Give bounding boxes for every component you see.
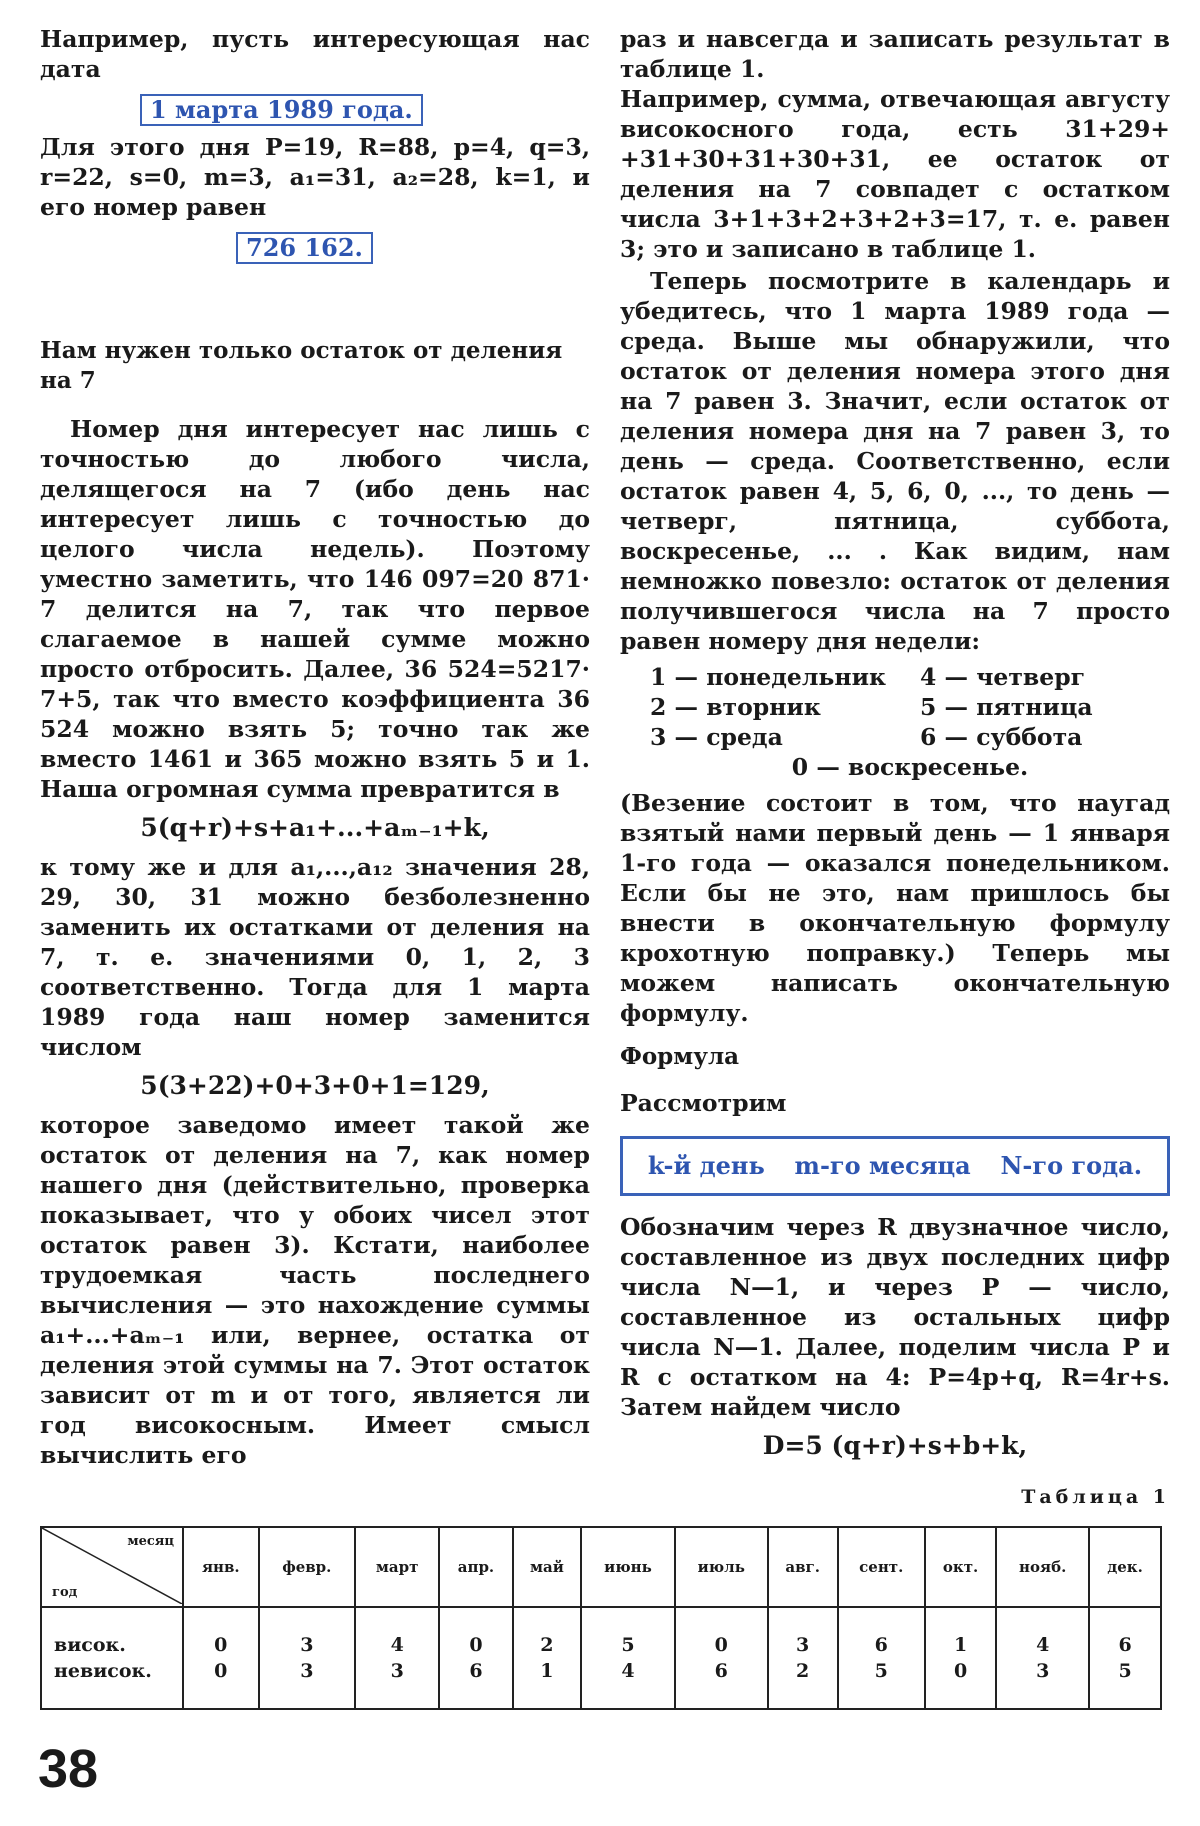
paragraph: Обозначим через R двузначное число, составленное из двух последних цифр числа N—1, и через P — число, составленное из остальных цифр числа N—1. Далее, поделим числа P и R с остатком на 4: P=4p+q, R=4r+s. Затем найдем число bbox=[620, 1213, 1170, 1421]
leap-value: 0 bbox=[469, 1634, 483, 1656]
leap-value: 6 bbox=[874, 1634, 888, 1656]
month-value-cell bbox=[183, 1607, 259, 1709]
leap-value: 3 bbox=[300, 1634, 314, 1656]
page-number: 38 bbox=[38, 1739, 99, 1799]
months-table bbox=[40, 1526, 1162, 1710]
weekday-item: 1 — понедельник bbox=[650, 663, 886, 691]
leap-value: 2 bbox=[540, 1634, 554, 1656]
month-value-cell bbox=[996, 1607, 1089, 1709]
weekday-item: 4 — четверг bbox=[920, 663, 1086, 691]
leap-value: 6 bbox=[1118, 1634, 1132, 1656]
month-value-cell bbox=[581, 1607, 675, 1709]
paragraph: Например, пусть интересующая нас дата bbox=[40, 25, 590, 83]
kbox-year: N-го года. bbox=[1000, 1151, 1143, 1180]
month-value-cell bbox=[355, 1607, 439, 1709]
paragraph: раз и навсегда и записать результат в таблице 1. bbox=[620, 25, 1170, 83]
table-caption: Таблица 1 bbox=[1021, 1486, 1170, 1508]
table-row bbox=[41, 1607, 1161, 1709]
nonleap-value: 1 bbox=[540, 1660, 554, 1682]
leap-value: 0 bbox=[714, 1634, 728, 1656]
nonleap-value: 3 bbox=[300, 1660, 314, 1682]
day-month-year-box bbox=[620, 1136, 1170, 1196]
formula: D=5 (q+r)+s+b+k, bbox=[762, 1431, 1028, 1460]
month-header: март bbox=[355, 1527, 439, 1607]
month-header: февр. bbox=[259, 1527, 355, 1607]
month-header: июль bbox=[675, 1527, 768, 1607]
paragraph: Для этого дня P=19, R=88, p=4, q=3, r=22, s=0, m=3, a₁=31, a₂=28, k=1, и его номер равен bbox=[40, 133, 590, 221]
leap-value: 4 bbox=[390, 1634, 404, 1656]
number-box-row bbox=[40, 232, 590, 264]
nonleap-value: 6 bbox=[714, 1660, 728, 1682]
month-header: апр. bbox=[439, 1527, 512, 1607]
nonleap-value: 5 bbox=[1118, 1660, 1132, 1682]
paragraph: к тому же и для a₁,...,a₁₂ значения 28, 29, 30, 31 можно безболезненно заменить их остатками от деления на 7, т. е. значениями 0, 1, 2, 3 соответственно. Тогда для 1 марта 1989 года наш номер заменится числом bbox=[40, 853, 590, 1061]
month-header: дек. bbox=[1089, 1527, 1161, 1607]
section-heading: Формула bbox=[620, 1043, 740, 1070]
weekday-item: 6 — суббота bbox=[920, 723, 1083, 751]
formula: 5(3+22)+0+3+0+1=129, bbox=[140, 1071, 490, 1100]
month-value-cell bbox=[513, 1607, 582, 1709]
month-header: нояб. bbox=[996, 1527, 1089, 1607]
month-value-cell bbox=[838, 1607, 925, 1709]
weekday-item: 5 — пятница bbox=[920, 693, 1093, 721]
leap-value: 5 bbox=[621, 1634, 635, 1656]
nonleap-value: 2 bbox=[796, 1660, 810, 1682]
date-box: 1 марта 1989 года. bbox=[140, 94, 423, 126]
weekday-item: 2 — вторник bbox=[650, 693, 821, 721]
leap-value: 3 bbox=[796, 1634, 810, 1656]
month-value-cell bbox=[768, 1607, 838, 1709]
kbox-day: k-й день bbox=[647, 1151, 765, 1180]
month-header: янв. bbox=[183, 1527, 259, 1607]
nonleap-value: 0 bbox=[953, 1660, 968, 1682]
month-header: окт. bbox=[925, 1527, 996, 1607]
weekday-item: 0 — воскресенье. bbox=[791, 753, 1029, 781]
corner-month-label: месяц bbox=[127, 1534, 174, 1549]
month-value-cell bbox=[1089, 1607, 1161, 1709]
paragraph: Например, сумма, отвечающая августу високосного года, есть 31+29+ +31+30+31+30+31, ее остаток от деления на 7 совпадет с остатком числа 3+1+3+2+3+2+3=17, т. е. равен 3; это и записано в таблице 1. bbox=[620, 85, 1170, 263]
weekday-list bbox=[620, 662, 1170, 782]
table-corner-cell bbox=[41, 1527, 183, 1607]
right-column bbox=[620, 24, 1170, 1470]
row-labels-cell bbox=[41, 1607, 183, 1709]
row-label: невисок. bbox=[54, 1660, 152, 1682]
nonleap-value: 5 bbox=[874, 1660, 888, 1682]
month-value-cell bbox=[925, 1607, 996, 1709]
month-header: июнь bbox=[581, 1527, 675, 1607]
row-label: висок. bbox=[54, 1634, 126, 1656]
nonleap-value: 6 bbox=[469, 1660, 483, 1682]
corner-year-label: год bbox=[52, 1585, 78, 1600]
section-heading: Нам нужен только остаток от деления на 7 bbox=[40, 337, 563, 394]
kbox-month: m-го месяца bbox=[794, 1151, 971, 1180]
paragraph: Номер дня интересует нас лишь с точностью до любого числа, делящегося на 7 (ибо день нас интересует лишь с точностью до целого числа недель). Поэтому уместно заметить, что 146 097=20 871· 7 делится на 7, так что первое слагаемое в нашей сумме можно просто отбросить. Далее, 36 524=5217· 7+5, так что вместо коэффициента 36 524 можно взять 5; точно так же вместо 1461 и 365 можно взять 5 и 1. Наша огромная сумма превратится в bbox=[40, 415, 590, 803]
nonleap-value: 3 bbox=[1036, 1660, 1050, 1682]
leap-value: 4 bbox=[1036, 1634, 1050, 1656]
number-box: 726 162. bbox=[236, 232, 373, 264]
month-value-cell bbox=[439, 1607, 512, 1709]
formula: 5(q+r)+s+a₁+...+aₘ₋₁+k, bbox=[140, 813, 490, 842]
paragraph: Рассмотрим bbox=[620, 1089, 787, 1117]
nonleap-value: 4 bbox=[621, 1660, 635, 1682]
month-header: май bbox=[513, 1527, 582, 1607]
nonleap-value: 0 bbox=[214, 1660, 228, 1682]
month-header: сент. bbox=[838, 1527, 925, 1607]
nonleap-value: 3 bbox=[390, 1660, 404, 1682]
month-value-cell bbox=[259, 1607, 355, 1709]
paragraph: Теперь посмотрите в календарь и убедитесь, что 1 марта 1989 года — среда. Выше мы обнаружили, что остаток от деления номера этого дня на 7 равен 3. Значит, если остаток от деления номера дня на 7 равен 3, то день — среда. Соответственно, если остаток равен 4, 5, 6, 0, ..., то день — четверг, пятница, суббота, воскресенье, ... . Как видим, нам немножко повезло: остаток от деления получившегося числа на 7 просто равен номеру дня недели: bbox=[620, 267, 1170, 655]
left-column bbox=[40, 24, 590, 1470]
weekday-item: 3 — среда bbox=[650, 723, 783, 751]
paragraph: которое заведомо имеет такой же остаток от деления на 7, как номер нашего дня (действительно, проверка показывает, что у обоих чисел этот остаток равен 3). Кстати, наиболее трудоемкая часть последнего вычисления — это нахождение суммы a₁+...+aₘ₋₁ или, вернее, остатка от деления этой суммы на 7. Этот остаток зависит от m и от того, является ли год високосным. Имеет смысл вычислить его bbox=[40, 1111, 590, 1469]
leap-value: 0 bbox=[214, 1634, 228, 1656]
table-header-row bbox=[41, 1527, 1161, 1607]
month-value-cell bbox=[675, 1607, 768, 1709]
leap-value: 1 bbox=[953, 1634, 968, 1656]
month-header: авг. bbox=[768, 1527, 838, 1607]
date-box-row bbox=[40, 94, 590, 126]
paragraph: (Везение состоит в том, что наугад взятый нами первый день — 1 января 1-го года — оказался понедельником. Если бы не это, нам пришлось бы внести в окончательную формулу крохотную поправку.) Теперь мы можем написать окончательную формулу. bbox=[620, 789, 1170, 1027]
